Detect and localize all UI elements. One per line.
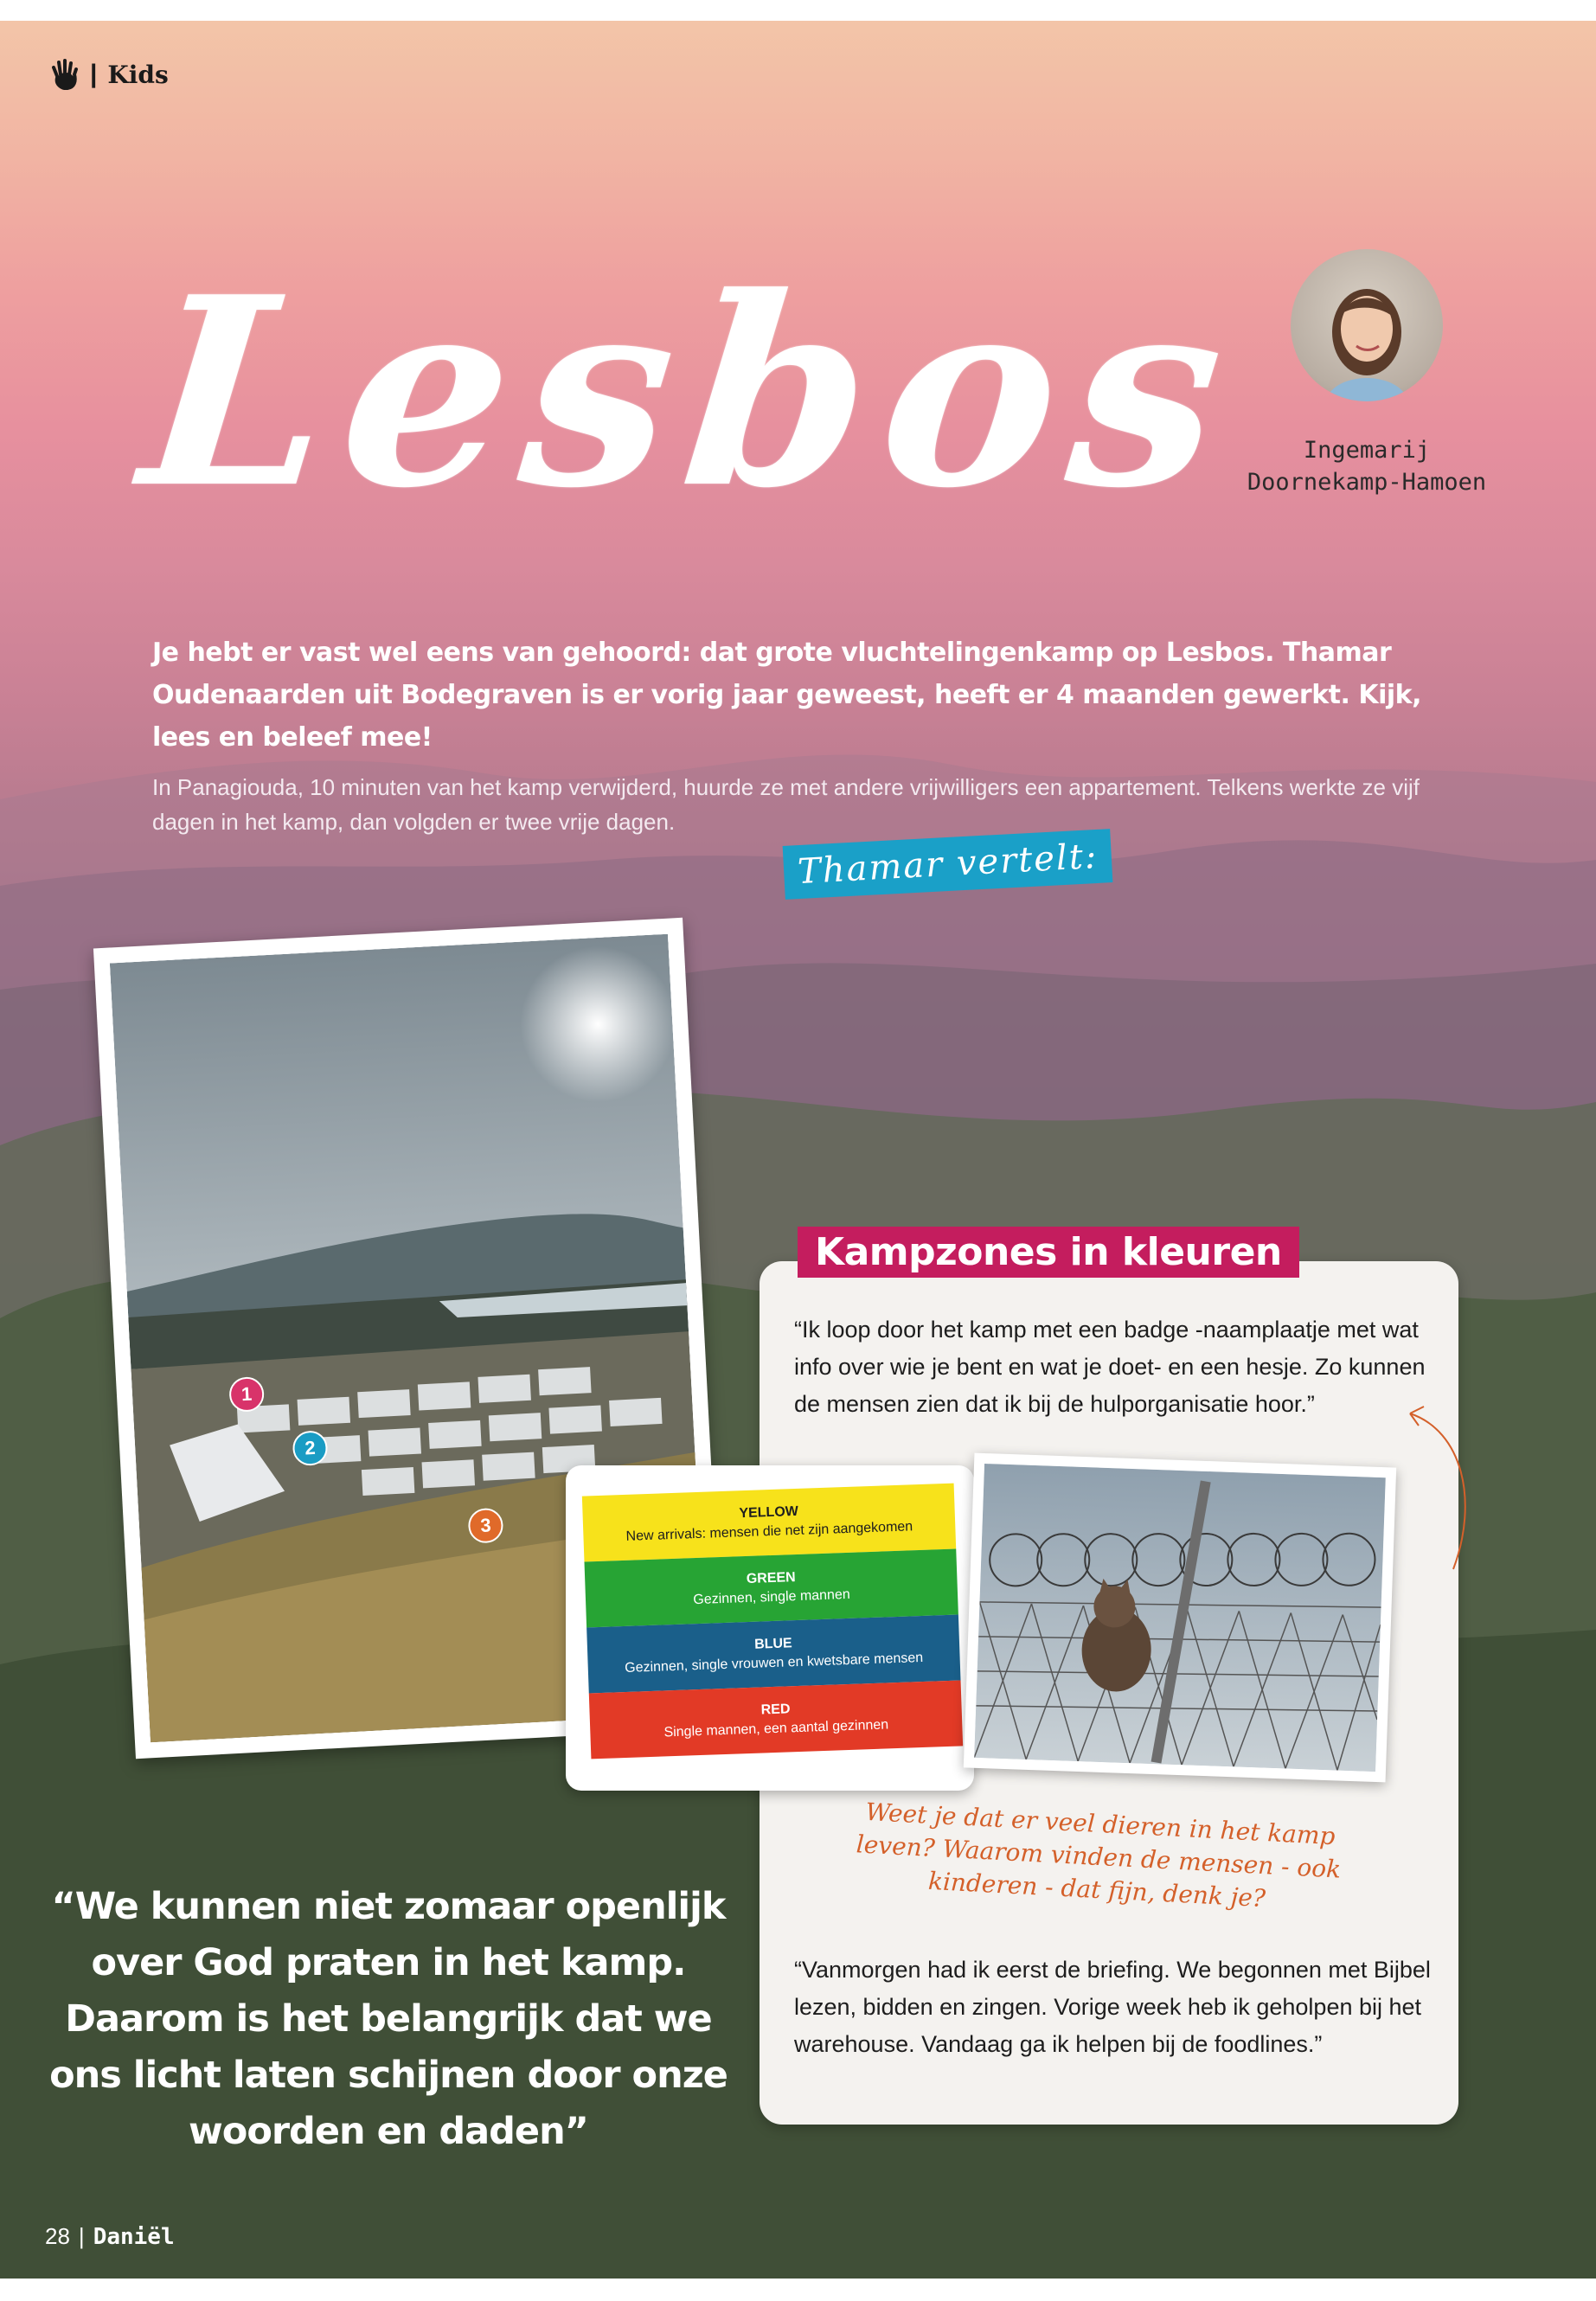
card-quote-1: “Ik loop door het kamp met een badge -naamplaatje met wat info over wie je bent en wat je doet- en een hesje. Zo kunnen de mensen zien dat ik bij de hulporganisatie hoor.”: [794, 1317, 1426, 1417]
question-note: Weet je dat er veel dieren in het kamp leven? Waarom vinden de mensen - ook kinderen - dat fijn, denk je?: [856, 1797, 1342, 1913]
cat-photo-image: [974, 1464, 1386, 1772]
zone-description: Gezinnen, single vrouwen en kwetsbare mensen: [624, 1650, 924, 1676]
arrow-icon: [1401, 1396, 1479, 1586]
zone-name: GREEN: [746, 1570, 797, 1587]
magazine-page: [0, 21, 1596, 2279]
thamar-tag: Thamar vertelt:: [783, 829, 1113, 900]
author-name: [1211, 434, 1522, 498]
author-portrait: [1291, 249, 1443, 401]
zone-name: YELLOW: [739, 1503, 799, 1522]
zone-red: [589, 1680, 963, 1759]
zone-description: Single mannen, een aantal gezinnen: [663, 1717, 889, 1740]
header-separator: |: [90, 60, 98, 88]
pull-quote: “We kunnen niet zomaar openlijk over God praten in het kamp. Daarom is het belangrijk dat we ons licht laten schijnen door onze woorden en daden”: [49, 1885, 727, 2153]
body-paragraph: In Panagiouda, 10 minuten van het kamp verwijderd, huurde ze met andere vrijwilligers een appartement. Telkens werkte ze vijf dagen in het kamp, dan volgden er twee vrije dagen.: [152, 774, 1420, 835]
photo-marker-2: 2: [292, 1430, 328, 1466]
zone-legend: [566, 1465, 974, 1791]
photo-marker-3: 3: [467, 1508, 503, 1544]
section-header: [50, 59, 169, 90]
card-quote-2: “Vanmorgen had ik eerst de briefing. We begonnen met Bijbel lezen, bidden en zingen. Vorige week heb ik geholpen bij het warehouse. Vandaag ga ik helpen bij de foodlines.”: [794, 1957, 1431, 2057]
magazine-name: Daniël: [93, 2223, 175, 2250]
zone-description: New arrivals: mensen die net zijn aangekomen: [625, 1519, 913, 1544]
section-label: Kids: [107, 60, 169, 89]
author-avatar: [1291, 249, 1443, 401]
page-title: Lesbos: [131, 240, 1252, 545]
hand-icon: [50, 59, 80, 90]
cat-photo: [964, 1453, 1396, 1783]
intro-paragraph: Je hebt er vast wel eens van gehoord: dat grote vluchtelingenkamp op Lesbos. Thamar Oudenaarden uit Bodegraven is er vorig jaar geweest, heeft er 4 maanden gewerkt. Kijk, lees en beleef mee!: [152, 638, 1421, 753]
zone-description: Gezinnen, single mannen: [693, 1586, 851, 1608]
zone-name: RED: [760, 1702, 791, 1718]
card-title: Kampzones in kleuren: [798, 1227, 1299, 1278]
zone-name: BLUE: [753, 1636, 792, 1652]
author-last-name: Doornekamp-Hamoen: [1247, 469, 1487, 496]
page-number: 28: [45, 2223, 70, 2249]
author-first-name: Ingemarij: [1303, 437, 1431, 464]
page-footer: [45, 2223, 175, 2250]
photo-marker-1: 1: [228, 1376, 265, 1413]
footer-separator: |: [78, 2223, 85, 2249]
